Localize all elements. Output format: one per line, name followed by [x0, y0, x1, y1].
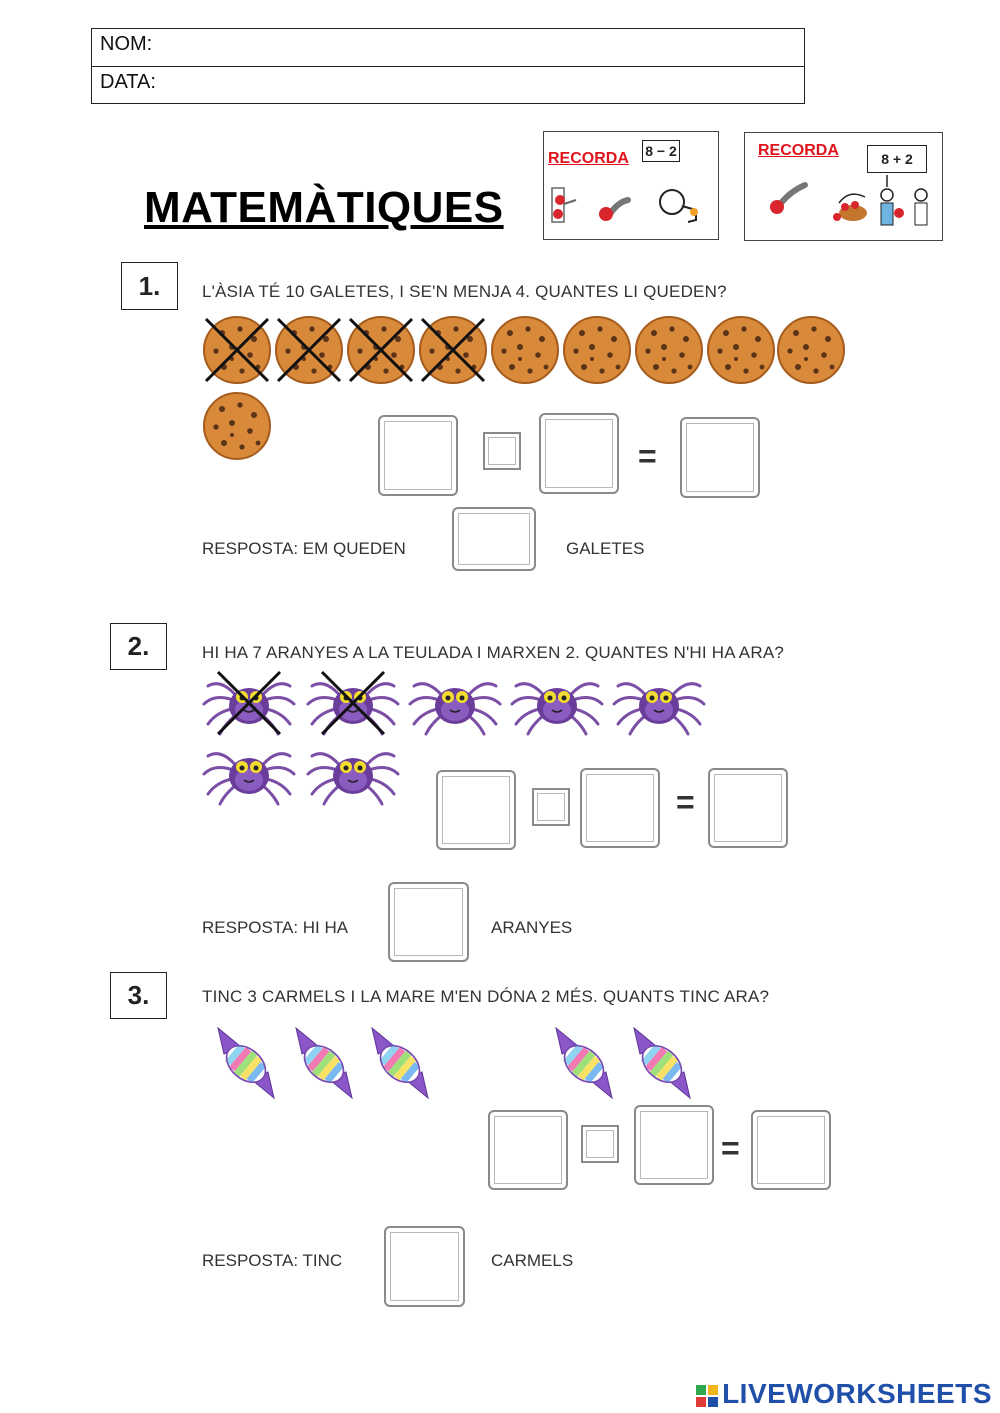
answer-input[interactable]: [452, 507, 536, 571]
answer-input[interactable]: [384, 1226, 465, 1307]
answer-suffix: ARANYES: [491, 918, 573, 937]
operand-1-input[interactable]: [488, 1110, 568, 1190]
exercise-number: 3.: [110, 972, 167, 1019]
cookie-icon: [778, 317, 844, 383]
operand-2-input[interactable]: [580, 768, 660, 848]
spider-icon: [308, 684, 398, 734]
candy-icon: [634, 1028, 690, 1098]
exercise-question: L'ÀSIA TÉ 10 GALETES, I SE'N MENJA 4. QUANTES LI QUEDEN?: [202, 282, 727, 301]
page-title: MATEMÀTIQUES: [144, 183, 504, 232]
result-input[interactable]: [751, 1110, 831, 1190]
operator-input[interactable]: [581, 1125, 619, 1163]
exercise-question: TINC 3 CARMELS I LA MARE M'EN DÓNA 2 MÉS. QUANTS TINC ARA?: [202, 987, 770, 1006]
reminder-label: RECORDA: [548, 150, 629, 167]
candy-icon: [556, 1028, 612, 1098]
cross-mark-icon: [322, 672, 384, 734]
reminder-card-subtraction: [543, 131, 719, 240]
result-input[interactable]: [680, 417, 760, 498]
answer-prefix: RESPOSTA: TINC: [202, 1251, 343, 1270]
cookie-icon: [564, 317, 630, 383]
cross-mark-icon: [218, 672, 280, 734]
candy-icon: [218, 1028, 274, 1098]
spider-icon: [410, 684, 500, 734]
answer-suffix: CARMELS: [491, 1251, 574, 1270]
spider-icon: [512, 684, 602, 734]
cookie-icon: [492, 317, 558, 383]
date-field[interactable]: [92, 66, 804, 103]
operator-input[interactable]: [532, 788, 570, 826]
candy-icon: [296, 1028, 352, 1098]
answer-prefix: RESPOSTA: HI HA: [202, 918, 349, 937]
answer-suffix: GALETES: [566, 539, 645, 558]
operator-input[interactable]: [483, 432, 521, 470]
operand-1-input[interactable]: [436, 770, 516, 850]
exercise-number: 2.: [110, 623, 167, 670]
name-label: NOM:: [100, 33, 153, 55]
exercise-number: 1.: [121, 262, 178, 310]
equals-sign: =: [676, 784, 695, 820]
result-input[interactable]: [708, 768, 788, 848]
addition-pictograms-icon: [753, 173, 938, 235]
reminder-operation: 8 − 2: [642, 140, 680, 162]
cookie-icon: [204, 393, 270, 459]
exercise-question: HI HA 7 ARANYES A LA TEULADA I MARXEN 2. QUANTES N'HI HA ARA?: [202, 643, 785, 662]
logo-text: LIVEWORKSHEETS: [722, 1378, 992, 1409]
cookie-icon: [636, 317, 702, 383]
answer-input[interactable]: [388, 882, 469, 962]
subtraction-pictograms-icon: [548, 182, 714, 234]
date-label: DATA:: [100, 71, 156, 93]
spider-icon: [614, 684, 704, 734]
operand-2-input[interactable]: [634, 1105, 714, 1185]
reminder-card-addition: [744, 132, 943, 241]
operand-1-input[interactable]: [378, 415, 458, 496]
candy-icon: [372, 1028, 428, 1098]
operand-2-input[interactable]: [539, 413, 619, 494]
spider-icon: [308, 754, 398, 804]
liveworksheets-mark-icon: [696, 1385, 718, 1407]
student-info-table: [91, 28, 805, 104]
equals-sign: =: [638, 438, 657, 474]
reminder-operation: 8 + 2: [867, 145, 927, 173]
answer-prefix: RESPOSTA: EM QUEDEN: [202, 539, 406, 558]
spider-icon: [204, 684, 294, 734]
spider-icon: [204, 754, 294, 804]
candies-illustration: [206, 1022, 696, 1102]
liveworksheets-logo: [696, 1378, 992, 1410]
cookie-icon: [708, 317, 774, 383]
reminder-label: RECORDA: [758, 142, 839, 159]
equals-sign: =: [721, 1130, 740, 1166]
name-field[interactable]: [92, 29, 804, 66]
